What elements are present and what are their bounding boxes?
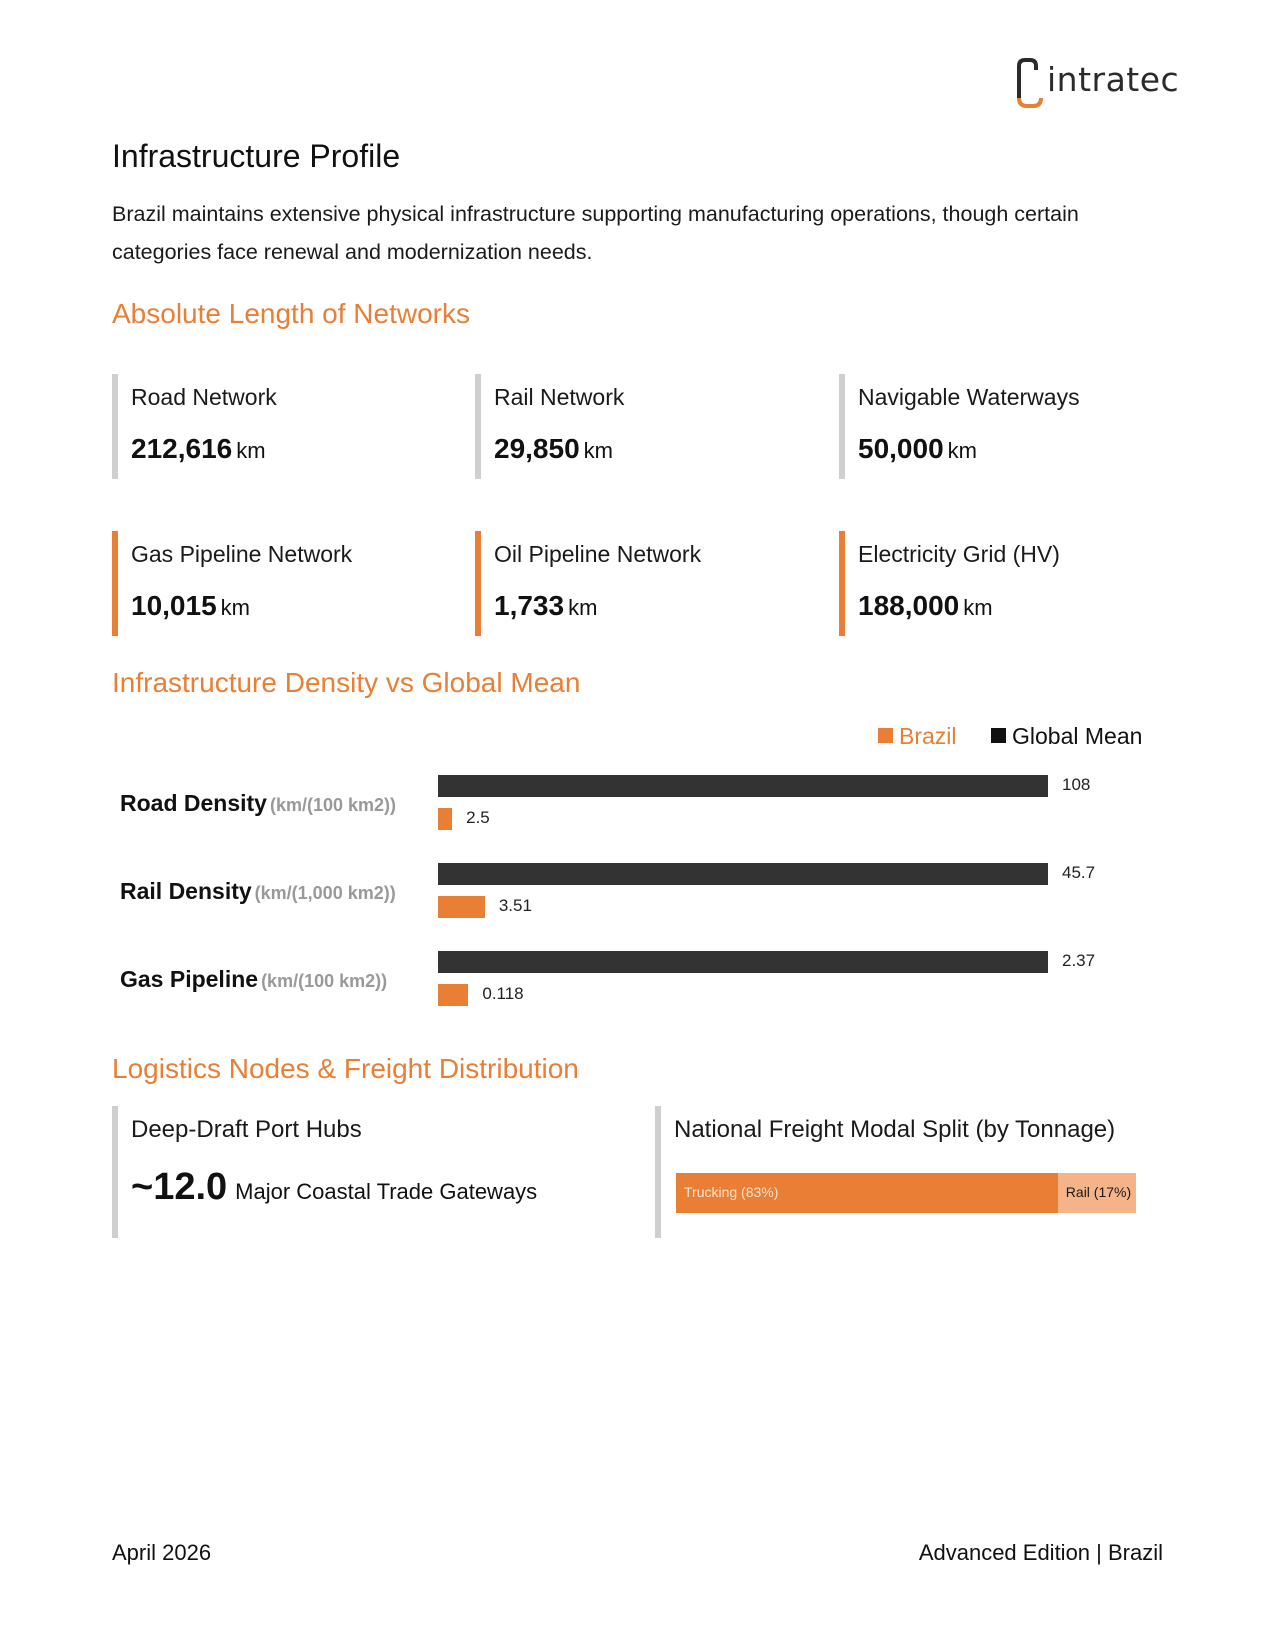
value-brazil-road: 2.5 xyxy=(466,808,490,827)
port-hubs-value: ~12.0 Major Coastal Trade Gateways xyxy=(131,1166,538,1208)
modal-split-segment-label: Trucking (83%) xyxy=(684,1184,779,1200)
card-label: Gas Pipeline Network xyxy=(131,541,353,567)
legend-brazil-label: Brazil xyxy=(899,723,957,749)
footer-date: April 2026 xyxy=(112,1540,212,1565)
modal-split-bar xyxy=(676,1173,1136,1213)
card-label: Electricity Grid (HV) xyxy=(858,541,1060,567)
network-card-rail xyxy=(475,374,811,479)
network-card-electricity-grid xyxy=(839,531,1175,636)
network-card-waterways xyxy=(839,374,1175,479)
bar-global-road xyxy=(438,775,1048,797)
category-label-gas: Gas Pipeline (km/(100 km2)) xyxy=(120,966,388,992)
value-global-rail: 45.7 xyxy=(1062,863,1096,882)
bar-brazil-road xyxy=(438,808,452,830)
port-hubs-label: Deep-Draft Port Hubs xyxy=(131,1116,362,1143)
intratec-logo-icon xyxy=(1013,56,1049,112)
density-chart xyxy=(112,770,1172,1020)
intro-paragraph: Brazil maintains extensive physical infrastructure supporting manufacturing operations, though certain categories face renewal and modernization needs. xyxy=(112,202,1079,264)
network-card-gas-pipeline xyxy=(112,531,448,636)
bar-brazil-gas xyxy=(438,984,468,1006)
density-section-title: Infrastructure Density vs Global Mean xyxy=(112,667,581,698)
value-brazil-gas: 0.118 xyxy=(482,984,524,1003)
network-card-road xyxy=(112,374,448,479)
value-global-gas: 2.37 xyxy=(1062,951,1096,970)
port-hubs-desc: Major Coastal Trade Gateways xyxy=(235,1179,538,1204)
card-value: 29,850 km xyxy=(494,433,613,464)
card-value: 212,616 km xyxy=(131,433,266,464)
network-card-oil-pipeline xyxy=(475,531,811,636)
modal-split-label: National Freight Modal Split (by Tonnage) xyxy=(674,1116,1116,1143)
legend-brazil xyxy=(878,723,957,750)
legend-brazil-swatch xyxy=(878,728,893,743)
legend-global-label: Global Mean xyxy=(1012,723,1143,749)
modal-split-card xyxy=(655,1106,1141,1238)
bar-global-gas xyxy=(438,951,1048,973)
legend-global-swatch xyxy=(991,728,1006,743)
legend-global xyxy=(991,723,1142,750)
card-value: 188,000 km xyxy=(858,590,993,621)
footer-edition: Advanced Edition | Brazil xyxy=(918,1540,1163,1565)
networks-section-title: Absolute Length of Networks xyxy=(112,298,470,329)
bar-global-rail xyxy=(438,863,1048,885)
value-global-road: 108 xyxy=(1062,775,1091,794)
card-value: 50,000 km xyxy=(858,433,977,464)
bar-brazil-rail xyxy=(438,896,485,918)
modal-split-segment-label: Rail (17%) xyxy=(1065,1184,1132,1200)
category-label-rail: Rail Density (km/(1,000 km2)) xyxy=(120,878,396,904)
modal-split-segment-0 xyxy=(676,1173,1058,1213)
page-title: Infrastructure Profile xyxy=(112,138,401,174)
port-hubs-card xyxy=(112,1106,618,1238)
card-label: Rail Network xyxy=(494,384,625,410)
logistics-section-title: Logistics Nodes & Freight Distribution xyxy=(112,1053,579,1084)
card-label: Oil Pipeline Network xyxy=(494,541,702,567)
card-value: 10,015 km xyxy=(131,590,250,621)
logo-wordmark: intratec xyxy=(1047,60,1180,99)
card-label: Navigable Waterways xyxy=(858,384,1080,410)
card-label: Road Network xyxy=(131,384,277,410)
value-brazil-rail: 3.51 xyxy=(498,896,532,915)
card-value: 1,733 km xyxy=(494,590,598,621)
intratec-logo xyxy=(1013,56,1180,112)
category-label-road: Road Density (km/(100 km2)) xyxy=(120,790,397,816)
modal-split-segment-1 xyxy=(1058,1173,1136,1213)
